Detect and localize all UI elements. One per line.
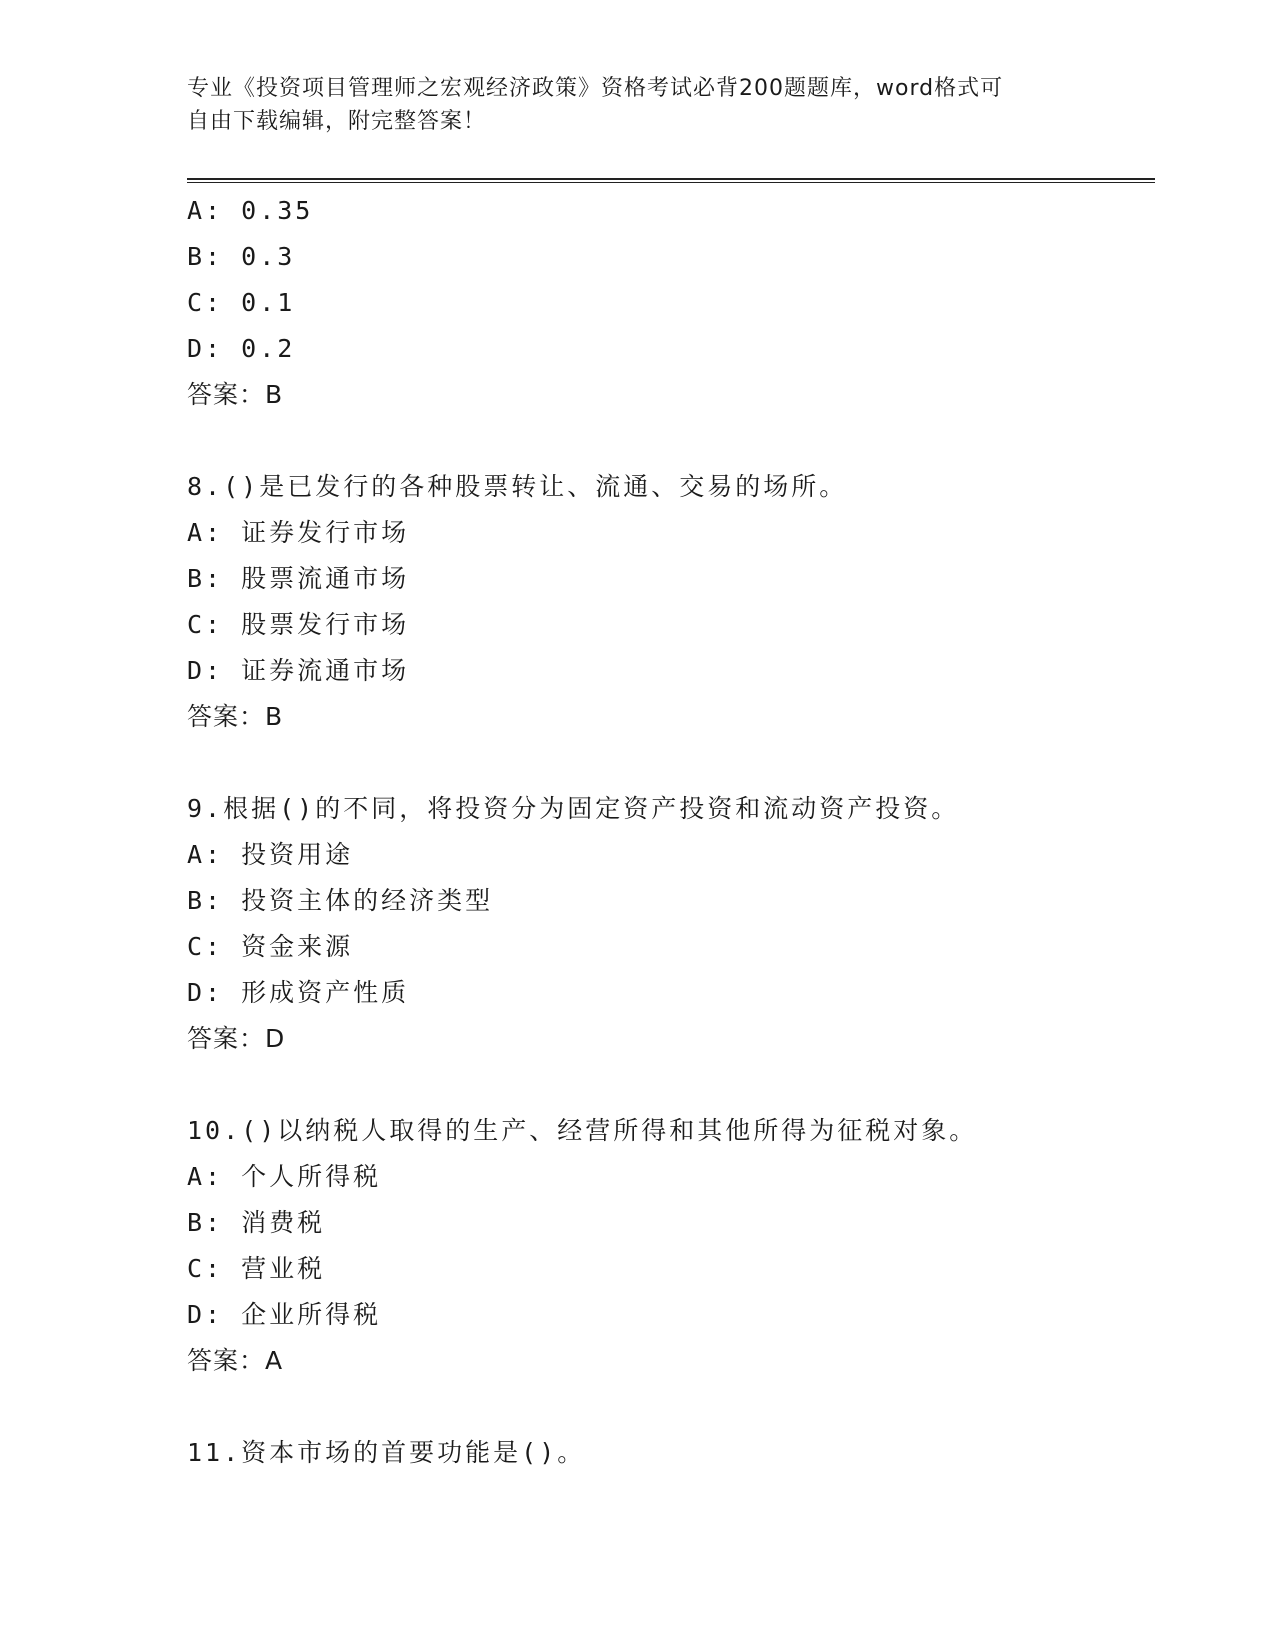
option-d: D: 企业所得税 (187, 1300, 382, 1329)
answer-line: 答案：D (187, 1024, 286, 1053)
option-b: B: 消费税 (187, 1208, 326, 1237)
option-a: A: 0.35 (187, 196, 314, 225)
option-d: D: 0.2 (187, 334, 296, 363)
option-c: C: 资金来源 (187, 932, 354, 961)
answer-line: 答案：B (187, 380, 284, 409)
question-11 (187, 1430, 1155, 1476)
question-stem: 8.()是已发行的各种股票转让、流通、交易的场所。 (187, 472, 848, 501)
answer-line: 答案：A (187, 1346, 284, 1375)
option-a: A: 个人所得税 (187, 1162, 382, 1191)
option-b: B: 股票流通市场 (187, 564, 410, 593)
document-header (187, 72, 1087, 138)
option-c: C: 股票发行市场 (187, 610, 410, 639)
option-b: B: 0.3 (187, 242, 296, 271)
option-b: B: 投资主体的经济类型 (187, 886, 494, 915)
question-stem: 10.()以纳税人取得的生产、经营所得和其他所得为征税对象。 (187, 1116, 978, 1145)
option-c: C: 营业税 (187, 1254, 326, 1283)
header-line-2: 自由下载编辑，附完整答案！ (187, 109, 487, 134)
header-divider (187, 178, 1155, 183)
header-line-1: 专业《投资项目管理师之宏观经济政策》资格考试必背200题题库，word格式可 (187, 76, 1004, 101)
question-stem: 11.资本市场的首要功能是()。 (187, 1438, 586, 1467)
option-d: D: 形成资产性质 (187, 978, 410, 1007)
question-7-continued (187, 188, 1155, 418)
question-list (187, 188, 1155, 1476)
question-10 (187, 1108, 1155, 1384)
question-8 (187, 464, 1155, 740)
answer-line: 答案：B (187, 702, 284, 731)
option-a: A: 证券发行市场 (187, 518, 410, 547)
option-c: C: 0.1 (187, 288, 296, 317)
question-9 (187, 786, 1155, 1062)
option-d: D: 证券流通市场 (187, 656, 410, 685)
option-a: A: 投资用途 (187, 840, 354, 869)
question-stem: 9.根据()的不同，将投资分为固定资产投资和流动资产投资。 (187, 794, 960, 823)
